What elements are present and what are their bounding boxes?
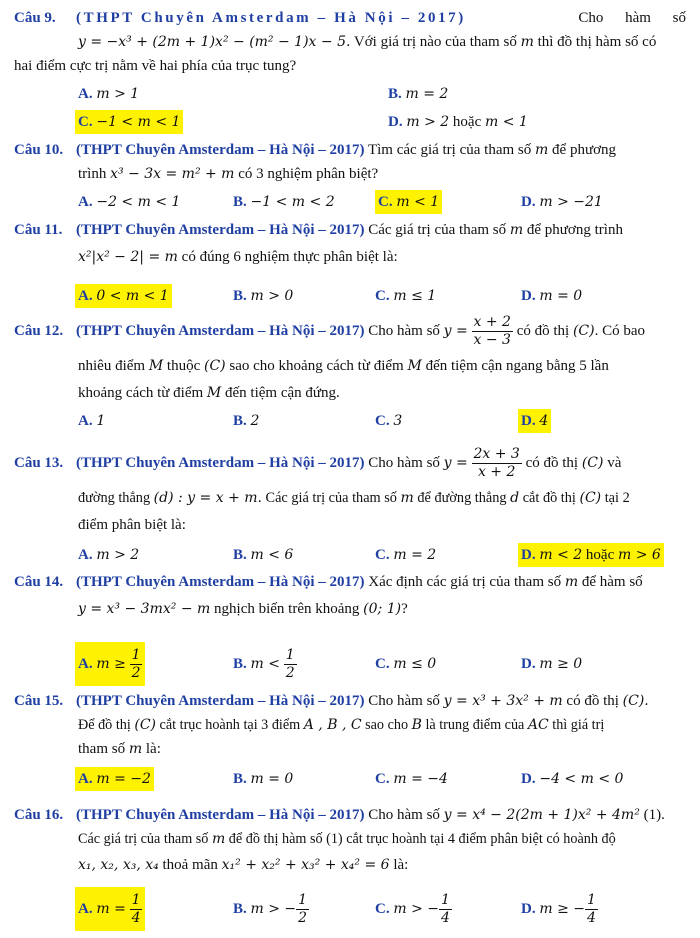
question-text: có 3 nghiệm phân biệt? <box>238 166 379 182</box>
question-text: là: <box>393 857 409 873</box>
question-text: và <box>607 455 622 471</box>
question-11-line-1 <box>14 218 686 242</box>
question-16-line-2 <box>14 827 686 851</box>
question-11 <box>14 218 686 308</box>
question-number: Câu 14. <box>14 574 64 590</box>
option-value: m > − <box>393 901 439 917</box>
option-a-highlighted[interactable] <box>75 767 154 791</box>
option-conjunction: hoặc <box>585 547 615 563</box>
question-source: (THPT Chuyên Amsterdam – Hà Nội – 2017) <box>76 142 365 158</box>
question-text: có đồ thị <box>566 693 619 709</box>
question-text: Với giá trị nào của tham số <box>353 34 517 50</box>
question-10 <box>14 138 686 214</box>
answer-options <box>78 543 686 567</box>
option-label: D. <box>521 288 536 304</box>
answer-options <box>78 110 686 134</box>
option-value: m > −21 <box>539 194 603 210</box>
question-number: Câu 15. <box>14 693 64 709</box>
question-text: để phương <box>552 142 617 158</box>
option-label: D. <box>521 771 536 787</box>
question-text: đường thẳng <box>78 490 151 506</box>
question-15-line-3 <box>14 737 686 761</box>
option-value: m ≤ 0 <box>393 656 437 672</box>
math-var: m <box>128 741 143 757</box>
option-label: C. <box>375 288 390 304</box>
option-b[interactable] <box>233 409 259 433</box>
function-formula: y = −x³ + (2m + 1)x² − (m² − 1)x − 5. <box>78 34 351 50</box>
option-c[interactable] <box>375 543 436 567</box>
question-text: tại 2 <box>604 490 630 506</box>
option-value: 4 <box>539 413 549 429</box>
question-text: nghịch biến trên khoảng <box>214 601 360 617</box>
fraction-numerator: x + 2 <box>473 314 511 331</box>
math-var: M <box>407 358 422 374</box>
question-number: Câu 9. <box>14 10 56 26</box>
answer-options <box>78 887 686 931</box>
question-text: thì giá trị <box>552 717 605 733</box>
math-var: m <box>535 142 549 158</box>
fraction <box>296 892 309 927</box>
answer-options <box>78 642 686 686</box>
question-text: để phương trình <box>526 222 623 238</box>
question-text: Cho hàm số <box>368 455 440 471</box>
option-label: B. <box>388 86 402 102</box>
fraction-denominator: 4 <box>440 910 450 927</box>
math-var: y = <box>443 323 468 339</box>
question-10-line-1 <box>14 138 686 162</box>
option-value: m < 2 <box>539 547 583 563</box>
option-label: C. <box>375 656 390 672</box>
question-13-line-3 <box>14 513 686 537</box>
question-14-line-2 <box>14 594 686 624</box>
option-a[interactable] <box>78 82 139 106</box>
math-var: (C) <box>572 323 595 339</box>
question-number: Câu 13. <box>14 455 64 471</box>
answer-options <box>78 409 686 433</box>
option-value: m > 6 <box>618 547 661 563</box>
question-source: (THPT Chuyên Amsterdam – Hà Nội – 2017) <box>76 574 365 590</box>
fraction-numerator: 1 <box>440 892 450 909</box>
question-text: có đúng 6 nghiệm thực phân biệt là: <box>181 249 398 265</box>
question-text: để đường thẳng <box>417 490 507 506</box>
equation: x³ − 3x = m² + m <box>110 166 235 182</box>
question-text: Cho hàm số <box>368 323 440 339</box>
option-value: m < 6 <box>250 547 294 563</box>
question-9 <box>14 6 686 134</box>
answer-options <box>78 82 686 106</box>
option-value: −1 < m < 2 <box>250 194 335 210</box>
option-label: C. <box>378 194 393 210</box>
option-label: B. <box>233 771 247 787</box>
line-equation: (d) : y = x + m. <box>153 490 262 506</box>
question-source: (THPT Chuyên Amsterdam – Hà Nội – 2017) <box>76 323 365 339</box>
question-number: Câu 12. <box>14 323 64 339</box>
question-text: có đồ thị <box>516 323 570 339</box>
option-label: D. <box>388 114 403 130</box>
question-text: điểm phân biệt là: <box>78 517 186 533</box>
question-text: thuộc <box>166 358 201 374</box>
question-source: (THPT Chuyên Amsterdam – Hà Nội – 2017) <box>76 807 365 823</box>
fraction-denominator: 2 <box>131 665 141 682</box>
fraction <box>130 647 143 682</box>
question-source: (THPT Chuyên Amsterdam – Hà Nội – 2017) <box>76 693 365 709</box>
option-b[interactable] <box>233 543 293 567</box>
option-value: m < 1 <box>485 114 528 130</box>
question-text: sao cho <box>365 717 409 733</box>
option-d[interactable] <box>521 284 582 308</box>
question-text: . Có bao <box>594 323 645 339</box>
option-value: m > 0 <box>250 288 294 304</box>
math-var: y = <box>443 455 468 471</box>
option-label: A. <box>78 901 93 917</box>
option-label: A. <box>78 288 93 304</box>
option-label: D. <box>521 901 536 917</box>
math-var: (C) <box>204 358 226 374</box>
option-label: B. <box>233 901 247 917</box>
option-label: C. <box>375 771 390 787</box>
option-label: B. <box>233 547 247 563</box>
option-label: A. <box>78 86 93 102</box>
question-15-line-1 <box>14 689 686 713</box>
question-text: để đồ thị hàm số (1) cắt trục hoành tại 4 điểm phân biệt có hoành độ <box>228 831 616 847</box>
math-var: M <box>148 358 164 374</box>
math-var: x₁, x₂, x₃, x₄ <box>78 857 159 873</box>
option-value: m ≥ <box>96 656 126 672</box>
option-label: B. <box>233 413 247 429</box>
question-14 <box>14 570 686 686</box>
question-16-line-3 <box>14 851 686 879</box>
question-9-line-1 <box>14 6 686 30</box>
question-text: Các giá trị của tham số <box>368 222 507 238</box>
option-label: B. <box>233 656 247 672</box>
option-value: m ≥ − <box>539 901 585 917</box>
question-number: Câu 16. <box>14 807 64 823</box>
answer-options <box>78 767 686 791</box>
option-label: B. <box>233 194 247 210</box>
option-b[interactable] <box>233 642 297 686</box>
option-label: A. <box>78 194 93 210</box>
function-formula: y = x⁴ − 2(2m + 1)x² + 4m² <box>443 807 640 823</box>
option-value: 1 <box>96 413 106 429</box>
fraction <box>472 446 522 481</box>
answer-options <box>78 284 686 308</box>
question-text: cắt đồ thị <box>522 490 576 506</box>
question-text: Cho hàm số <box>368 693 440 709</box>
option-value: −2 < m < 1 <box>96 194 181 210</box>
option-a-highlighted[interactable] <box>75 642 145 686</box>
question-10-line-2 <box>14 162 686 186</box>
math-var: (C) <box>134 717 156 733</box>
question-source: (THPT Chuyên Amsterdam – Hà Nội – 2017) <box>76 10 466 26</box>
math-var: m <box>520 34 534 50</box>
option-a-highlighted[interactable] <box>75 284 172 308</box>
option-label: A. <box>78 771 93 787</box>
option-label: D. <box>521 413 536 429</box>
option-value: m > − <box>250 901 297 917</box>
question-13-line-2 <box>14 483 686 513</box>
option-value: m = 0 <box>539 288 583 304</box>
option-value: m ≥ 0 <box>539 656 583 672</box>
option-c[interactable] <box>375 887 452 931</box>
fraction <box>472 314 513 349</box>
math-var: (C). <box>622 693 649 709</box>
option-d-highlighted[interactable] <box>518 543 664 567</box>
question-13-line-1 <box>14 443 686 483</box>
option-label: B. <box>233 288 247 304</box>
option-value: m = 2 <box>393 547 437 563</box>
question-text: thoả mãn <box>162 857 218 873</box>
question-text: trình <box>78 166 107 182</box>
option-d[interactable] <box>521 767 623 791</box>
option-a[interactable] <box>78 543 139 567</box>
question-text: đến tiệm cận đứng. <box>225 385 340 401</box>
fraction-numerator: 1 <box>131 647 141 664</box>
question-text: ? <box>401 601 408 617</box>
question-16 <box>14 803 686 931</box>
fraction-denominator: x + 2 <box>477 464 516 481</box>
option-value: m = 2 <box>405 86 449 102</box>
question-text: sao cho khoảng cách từ điểm <box>229 358 404 374</box>
question-text: Xác định các giá trị của tham số <box>368 574 562 590</box>
math-var: AC <box>527 717 549 733</box>
option-b[interactable] <box>388 82 448 106</box>
math-var: m <box>400 490 414 506</box>
option-value: m < <box>250 656 280 672</box>
question-text: để hàm số <box>581 574 643 590</box>
question-number: Câu 10. <box>14 142 64 158</box>
option-value: m = −4 <box>393 771 448 787</box>
question-text: có đồ thị <box>525 455 579 471</box>
question-text: Để đồ thị <box>78 717 131 733</box>
option-c-highlighted[interactable] <box>375 190 442 214</box>
option-label: D. <box>521 194 536 210</box>
equation: x₁² + x₂² + x₃² + x₄² = 6 <box>221 857 390 873</box>
fraction <box>284 647 297 682</box>
option-value: 3 <box>393 413 403 429</box>
option-label: A. <box>78 656 93 672</box>
math-var: m <box>509 222 524 238</box>
option-d[interactable] <box>521 190 603 214</box>
fraction-numerator: 2x + 3 <box>473 446 520 463</box>
option-label: C. <box>375 547 390 563</box>
math-var: m <box>211 831 226 847</box>
option-label: A. <box>78 413 93 429</box>
question-text: Cho hàm số <box>578 10 686 26</box>
fraction-denominator: x − 3 <box>473 332 511 349</box>
option-value: m = −2 <box>96 771 151 787</box>
option-value: m < 1 <box>396 194 440 210</box>
question-12-line-2 <box>14 351 686 381</box>
math-var: (C) <box>579 490 602 506</box>
math-var: m <box>564 574 579 590</box>
question-text: Các giá trị của tham số <box>265 490 397 506</box>
question-text: cắt trục hoành tại 3 điểm <box>159 717 301 733</box>
fraction-denominator: 4 <box>586 910 596 927</box>
question-13 <box>14 443 686 567</box>
fraction-denominator: 2 <box>298 910 308 927</box>
question-text: Các giá trị của tham số <box>78 831 209 847</box>
option-d[interactable] <box>521 642 582 686</box>
option-d-highlighted[interactable] <box>518 409 551 433</box>
fraction-denominator: 4 <box>131 910 141 927</box>
math-var: M <box>206 385 222 401</box>
option-d[interactable] <box>521 887 598 931</box>
question-9-line-3 <box>0 54 686 78</box>
question-9-line-2 <box>14 30 686 54</box>
question-12-line-3 <box>14 381 686 405</box>
fraction <box>439 892 452 927</box>
question-15-line-2 <box>14 713 686 737</box>
fraction <box>130 892 143 927</box>
question-15 <box>14 689 686 791</box>
function-formula: y = x³ − 3mx² − m <box>78 601 211 617</box>
fraction-numerator: 1 <box>586 892 596 909</box>
option-a[interactable] <box>78 190 180 214</box>
question-text: (1). <box>643 807 665 823</box>
fraction <box>585 892 598 927</box>
option-value: m = <box>96 901 126 917</box>
question-text: Tìm các giá trị của tham số <box>367 142 532 158</box>
option-value: −4 < m < 0 <box>539 771 624 787</box>
answer-options <box>78 190 686 214</box>
fraction-numerator: 1 <box>298 892 308 909</box>
question-12 <box>14 311 686 433</box>
option-label: C. <box>375 901 390 917</box>
option-label: D. <box>521 547 536 563</box>
math-var: A , B , C <box>303 717 362 733</box>
question-text: đến tiệm cận ngang bằng 5 lần <box>425 358 609 374</box>
option-label: C. <box>78 114 93 130</box>
option-a-highlighted[interactable] <box>75 887 145 931</box>
option-b[interactable] <box>233 767 293 791</box>
option-c[interactable] <box>375 767 448 791</box>
option-value: m > 1 <box>96 86 140 102</box>
equation: x²|x² − 2| = m <box>78 249 178 265</box>
question-14-line-1 <box>14 570 686 594</box>
option-label: A. <box>78 547 93 563</box>
question-text: nhiêu điểm <box>78 358 146 374</box>
fraction-numerator: 1 <box>285 647 295 664</box>
math-var: (C) <box>581 455 604 471</box>
option-label: C. <box>375 413 390 429</box>
question-text: khoảng cách từ điểm <box>78 385 204 401</box>
function-formula: y = x³ + 3x² + m <box>443 693 563 709</box>
question-text: Cho hàm số <box>368 807 440 823</box>
option-b[interactable] <box>233 190 335 214</box>
question-source: (THPT Chuyên Amsterdam – Hà Nội – 2017) <box>76 222 365 238</box>
option-b[interactable] <box>233 284 293 308</box>
option-value: −1 < m < 1 <box>96 114 181 130</box>
option-value: 0 < m < 1 <box>96 288 169 304</box>
math-var: B <box>411 717 422 733</box>
question-text: thì đồ thị hàm số có <box>537 34 657 50</box>
option-c[interactable] <box>375 409 402 433</box>
question-number: Câu 11. <box>14 222 63 238</box>
option-value: 2 <box>250 413 260 429</box>
question-11-line-2 <box>14 242 686 272</box>
option-d[interactable] <box>388 110 528 134</box>
option-a[interactable] <box>78 409 105 433</box>
option-c[interactable] <box>375 642 436 686</box>
question-text: là trung điểm của <box>425 717 525 733</box>
question-12-line-1 <box>14 311 686 351</box>
option-b[interactable] <box>233 887 309 931</box>
question-text: hai điểm cực trị nằm về hai phía của trục tung? <box>14 58 297 74</box>
option-c-highlighted[interactable] <box>75 110 183 134</box>
fraction-denominator: 2 <box>285 665 295 682</box>
question-source: (THPT Chuyên Amsterdam – Hà Nội – 2017) <box>76 455 365 471</box>
question-text: là: <box>145 741 161 757</box>
option-c[interactable] <box>375 284 436 308</box>
math-var: d <box>510 490 520 506</box>
option-value: m > 2 <box>406 114 450 130</box>
option-conjunction: hoặc <box>452 114 482 130</box>
interval: (0; 1) <box>363 601 402 617</box>
option-value: m = 0 <box>250 771 294 787</box>
question-text: tham số <box>78 741 126 757</box>
option-label: D. <box>521 656 536 672</box>
question-16-line-1 <box>14 803 686 827</box>
fraction-numerator: 1 <box>131 892 141 909</box>
option-value: m ≤ 1 <box>393 288 437 304</box>
option-value: m > 2 <box>96 547 140 563</box>
